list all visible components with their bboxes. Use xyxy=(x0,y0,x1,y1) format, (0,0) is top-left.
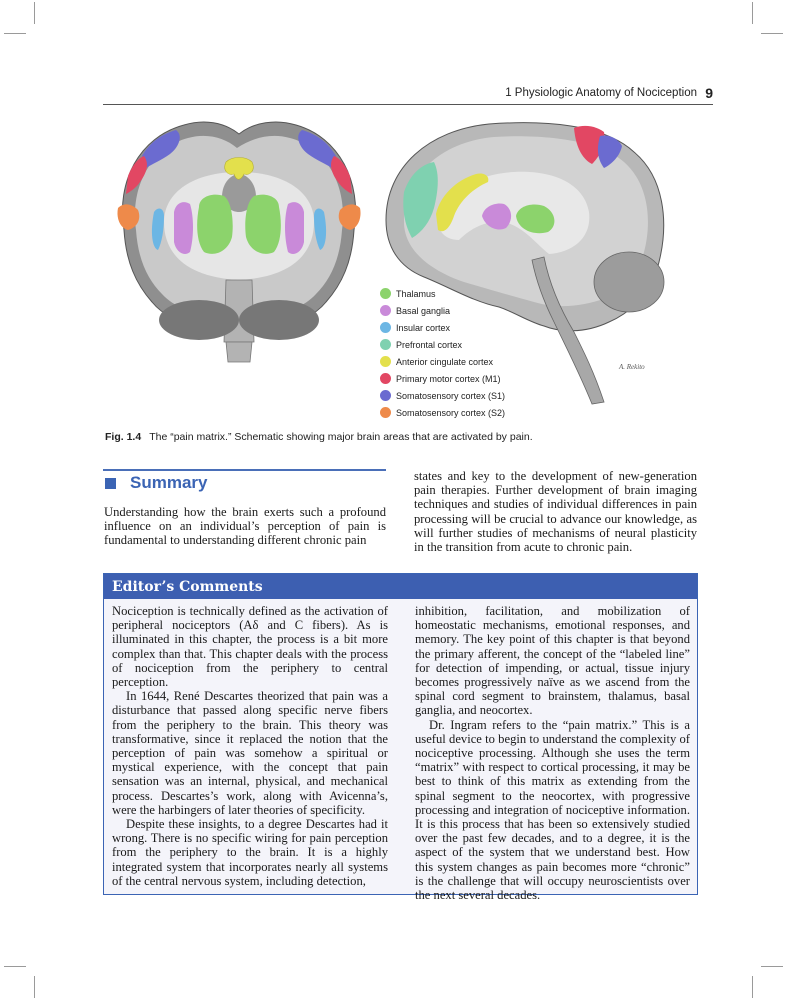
coronal-brain-section xyxy=(117,122,360,362)
caption-text: The “pain matrix.” Schematic showing major brain areas that are activated by pain. xyxy=(149,431,533,443)
legend-item-m1 xyxy=(380,370,505,387)
summary-right-column xyxy=(414,469,697,554)
legend-item-basal-ganglia xyxy=(380,302,505,319)
figure-legend xyxy=(380,285,505,421)
legend-item-s2 xyxy=(380,404,505,421)
artist-signature: A. Rekito xyxy=(619,363,645,371)
editors-left-column xyxy=(112,604,388,888)
running-header xyxy=(103,84,713,105)
summary-left-column xyxy=(104,505,386,548)
legend-label: Somatosensory cortex (S2) xyxy=(396,407,506,418)
legend-label: Primary motor cortex (M1) xyxy=(396,373,501,384)
summary-title: Summary xyxy=(130,473,208,492)
editors-right-column xyxy=(415,604,690,902)
caption-label: Fig. 1.4 xyxy=(105,431,142,443)
summary-right-text: states and key to the development of new-generation pain therapies. Further development of brain imaging techniques and studies of individual differences in pain processing will be crucial to advance our knowledge, as will further studies of mechanisms of neural plasticity in the transition from acute to chronic pain. xyxy=(414,469,697,555)
crop-mark xyxy=(752,2,753,24)
page-number: 9 xyxy=(705,85,713,101)
editors-comments-title: Editor’s Comments xyxy=(104,574,697,599)
square-bullet-icon xyxy=(105,478,116,489)
crop-mark xyxy=(34,2,35,24)
legend-item-anterior-cingulate xyxy=(380,353,505,370)
editors-left-p1: Nociception is technically defined as the activation of peripheral nociceptors (Aδ and C fibers). As is illuminated in this chapter, the process is a bit more complex than that. This chapter deals with the process of nociception from the periphery to central perception. xyxy=(112,604,388,690)
running-title: 1 Physiologic Anatomy of Nociception xyxy=(505,87,697,99)
crop-mark xyxy=(761,966,783,967)
legend-item-prefrontal-cortex xyxy=(380,336,505,353)
summary-heading xyxy=(105,473,207,493)
legend-item-insular-cortex xyxy=(380,319,505,336)
legend-item-thalamus xyxy=(380,285,505,302)
crop-mark xyxy=(4,33,26,34)
summary-left-text: Understanding how the brain exerts such a profound influence on an individual’s perception of pain is fundamental to understanding different chronic pain xyxy=(104,505,386,548)
editors-left-p3: Despite these insights, to a degree Descartes had it wrong. There is no specific wiring for pain perception from the periphery to the brain. It is a highly integrated system that incorporates nearly all systems of the central nervous system, including detection, xyxy=(112,817,388,888)
editors-right-p1: inhibition, facilitation, and mobilization of homeostatic mechanisms, emotional responses, and memory. The key point of this chapter is that beyond the primary afferent, the concept of the “labeled line” for detection of impending, or actual, tissue injury becomes progressively naïve as we ascend from the spinal cord segment to brainstem, thalamus, basal ganglia, and neocortex. xyxy=(415,604,690,718)
legend-label: Somatosensory cortex (S1) xyxy=(396,390,506,401)
editors-right-p2: Dr. Ingram refers to the “pain matrix.” This is a useful device to begin to understand the complexity of nociceptive processing. Although she uses the term “matrix” with respect to cortical processing, it may be best to think of this matrix as extending from the spinal segment to the neocortex, with progressive processing and integration of nociceptive information. It is this process that has been so extensively studied over the past few decades, and to a degree, it is the aspect of the system that we understand best. How this system changes as pain becomes more “chronic” is the challenge that will occupy neuroscientists over the next several decades. xyxy=(415,717,690,903)
legend-label: Anterior cingulate cortex xyxy=(396,356,494,367)
editors-left-p2: In 1644, René Descartes theorized that pain was a disturbance that passed along specific nerve fibers from the periphery to the brain. This theory was transformative, since it replaced the notion that the perception of pain was somehow a spiritual or mystical experience, with the concept that pain sensation was an internal, physical, and mechanical process. Descartes’s work, along with Avicenna’s, were the harbingers of later theories of specificity. xyxy=(112,689,388,817)
legend-item-s1 xyxy=(380,387,505,404)
crop-mark xyxy=(752,976,753,998)
editors-comments-box xyxy=(103,573,698,903)
legend-label: Prefrontal cortex xyxy=(396,339,463,350)
crop-mark xyxy=(761,33,783,34)
legend-label: Thalamus xyxy=(396,288,436,299)
legend-label: Insular cortex xyxy=(396,322,451,333)
figure-caption xyxy=(105,431,705,443)
crop-mark xyxy=(34,976,35,998)
crop-mark xyxy=(4,966,26,967)
legend-label: Basal ganglia xyxy=(396,305,451,316)
section-rule xyxy=(103,469,386,471)
